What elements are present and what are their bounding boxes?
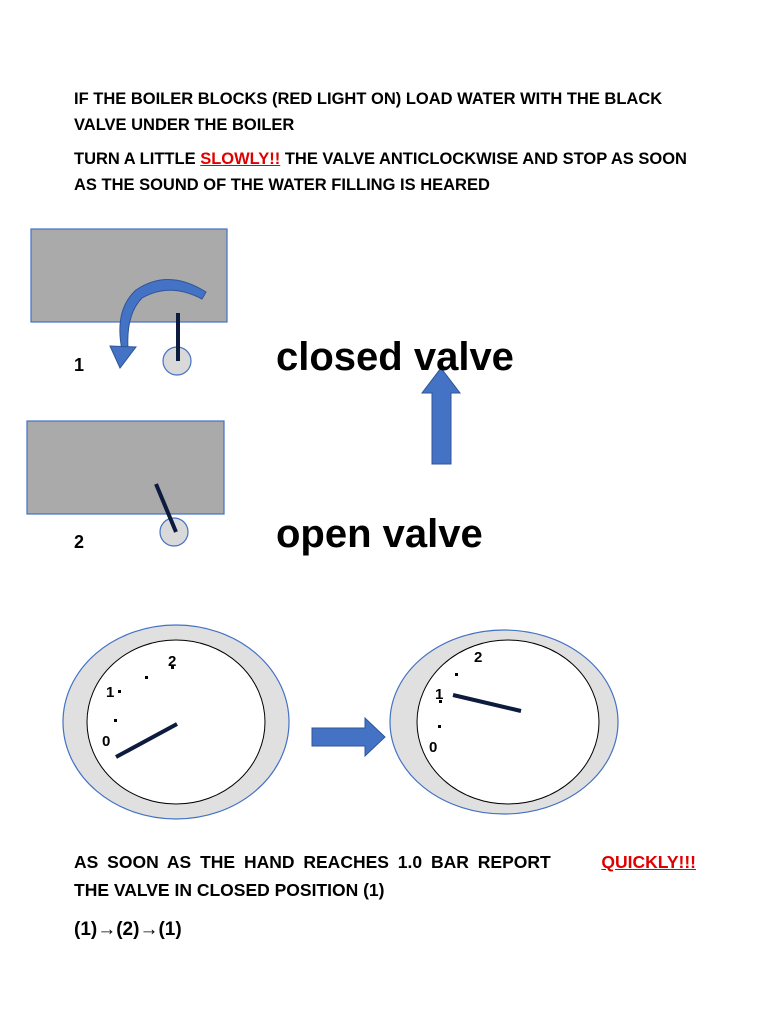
sequence-text: (1)→(2)→(1) [74, 919, 182, 940]
gauge-2-label-2: 2 [474, 649, 483, 666]
closed-valve-label: closed valve [276, 335, 514, 379]
gauge-2-tick [438, 725, 441, 728]
gauge-1-label-0: 0 [102, 733, 111, 750]
gauge-1-label-1: 1 [106, 684, 115, 701]
gauge-1-tick [145, 676, 148, 679]
gauge-1-tick [114, 719, 117, 722]
gauge-1-label-2: 2 [168, 653, 177, 670]
boiler-box-2 [27, 421, 224, 514]
step-number-2: 2 [74, 532, 85, 552]
gauge-2-face [417, 640, 599, 804]
instruction-text-2c: THE VALVE ANTICLOCKWISE AND STOP AS SOON AS THE SOUND OF THE WATER FILLING IS HEARED [74, 150, 687, 194]
open-valve-label: open valve [276, 512, 483, 556]
report-instruction [74, 848, 696, 904]
up-arrow-icon [422, 368, 460, 464]
quickly-emphasis: QUICKLY!!! [601, 852, 696, 872]
report-text-a: AS SOON AS THE HAND REACHES 1.0 BAR REPORT [74, 852, 551, 872]
report-line-1 [74, 848, 696, 876]
gauge-1-tick [118, 690, 121, 693]
gauge-2-label-1: 1 [435, 686, 444, 703]
gauge-2-label-0: 0 [429, 739, 438, 756]
gauge-2-tick [455, 673, 458, 676]
slowly-emphasis: SLOWLY!! [200, 150, 281, 168]
instruction-text-1: IF THE BOILER BLOCKS (RED LIGHT ON) LOAD WATER WITH THE BLACK VALVE UNDER THE BOILER [74, 90, 663, 134]
step-number-1: 1 [74, 355, 85, 375]
instruction-text-2a: TURN A LITTLE [74, 150, 201, 168]
report-text-c: THE VALVE IN CLOSED POSITION (1) [74, 880, 385, 900]
right-arrow-icon [312, 718, 385, 756]
anticlockwise-arrowhead-icon [110, 346, 136, 368]
